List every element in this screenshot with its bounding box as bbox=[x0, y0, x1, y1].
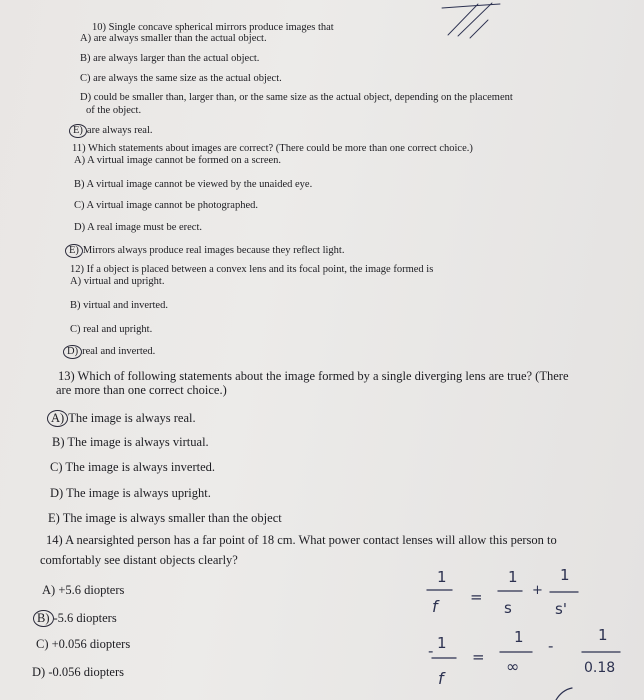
q12-stem: 12) If a object is placed between a convex lens and its focal point, the image formed is bbox=[70, 264, 434, 275]
q12-option-c: C) real and upright. bbox=[70, 324, 153, 335]
q10-option-d-line2: of the object. bbox=[86, 105, 142, 116]
q11-option-a: A) A virtual image cannot be formed on a screen. bbox=[74, 155, 282, 166]
q12-selected-circle: D) bbox=[63, 345, 82, 359]
q11-option-b: B) A virtual image cannot be viewed by the unaided eye. bbox=[74, 179, 313, 190]
q12-option-d bbox=[66, 345, 155, 359]
q10-option-b: B) are always larger than the actual object. bbox=[80, 53, 260, 64]
note-numerator: 1 bbox=[560, 566, 570, 584]
scribble-mark bbox=[442, 4, 500, 8]
q10-option-e-text: are always real. bbox=[86, 125, 153, 136]
note-numerator: 1 bbox=[437, 634, 447, 652]
note-numerator: 1 bbox=[508, 568, 518, 586]
note-minus: - bbox=[548, 637, 554, 655]
q11-option-d: D) A real image must be erect. bbox=[74, 222, 202, 233]
q13-option-a-text: The image is always real. bbox=[68, 411, 196, 425]
q10-option-d-line1: D) could be smaller than, larger than, or the same size as the actual object, depending on the placement bbox=[80, 92, 513, 103]
q14-option-b bbox=[36, 610, 117, 627]
q12-option-d-text: real and inverted. bbox=[82, 346, 156, 357]
q10-option-a: A) are always smaller than the actual object. bbox=[80, 33, 267, 44]
q13-option-c: C) The image is always inverted. bbox=[50, 460, 216, 474]
q11-option-e-text: Mirrors always produce real images because they reflect light. bbox=[82, 245, 345, 256]
scribble-mark bbox=[448, 3, 492, 38]
q14-option-b-text: -5.6 diopters bbox=[53, 611, 117, 625]
q13-option-e: E) The image is always smaller than the object bbox=[48, 511, 282, 525]
q13-stem-line1: 13) Which of following statements about the image formed by a single diverging lens are true? (There bbox=[58, 369, 569, 383]
q11-stem: 11) Which statements about images are correct? (There could be more than one correct choice.) bbox=[72, 143, 473, 154]
q14-stem-line2: comfortably see distant objects clearly? bbox=[40, 553, 238, 567]
note-numerator: 1 bbox=[437, 568, 447, 586]
partial-stroke bbox=[556, 688, 572, 700]
q10-selected-circle: E) bbox=[69, 124, 87, 138]
q14-option-d: D) -0.056 diopters bbox=[32, 665, 124, 679]
note-numerator: 1 bbox=[514, 628, 524, 646]
q11-option-c: C) A virtual image cannot be photographed. bbox=[74, 200, 258, 211]
q13-option-d: D) The image is always upright. bbox=[50, 486, 211, 500]
note-s: s bbox=[504, 599, 512, 617]
note-equals: = bbox=[470, 588, 483, 606]
q12-option-b: B) virtual and inverted. bbox=[70, 300, 168, 311]
q10-option-e bbox=[72, 124, 153, 138]
q13-option-a bbox=[50, 410, 196, 427]
q10-option-c: C) are always the same size as the actual object. bbox=[80, 73, 282, 84]
note-equals: = bbox=[472, 648, 485, 666]
note-negative: - bbox=[428, 642, 434, 660]
q13-stem-line2: are more than one correct choice.) bbox=[56, 383, 227, 397]
q13-selected-circle: A) bbox=[47, 410, 68, 427]
note-f: f bbox=[432, 597, 438, 616]
note-denominator: 0.18 bbox=[584, 660, 616, 676]
q11-option-e bbox=[68, 244, 344, 258]
q10-stem: 10) Single concave spherical mirrors produce images that bbox=[92, 22, 334, 33]
q11-selected-circle: E) bbox=[65, 244, 83, 258]
q12-option-a: A) virtual and upright. bbox=[70, 276, 165, 287]
q13-option-b: B) The image is always virtual. bbox=[52, 435, 209, 449]
q14-selected-circle: B) bbox=[33, 610, 54, 627]
q14-stem-line1: 14) A nearsighted person has a far point of 18 cm. What power contact lenses will allow this person to bbox=[46, 533, 557, 547]
note-s-prime: s' bbox=[555, 600, 567, 618]
q14-option-c: C) +0.056 diopters bbox=[36, 637, 131, 651]
note-f: f bbox=[438, 669, 444, 688]
note-infinity: ∞ bbox=[506, 657, 520, 676]
q14-option-a: A) +5.6 diopters bbox=[42, 583, 125, 597]
note-numerator: 1 bbox=[598, 626, 608, 644]
note-plus: + bbox=[532, 583, 543, 598]
